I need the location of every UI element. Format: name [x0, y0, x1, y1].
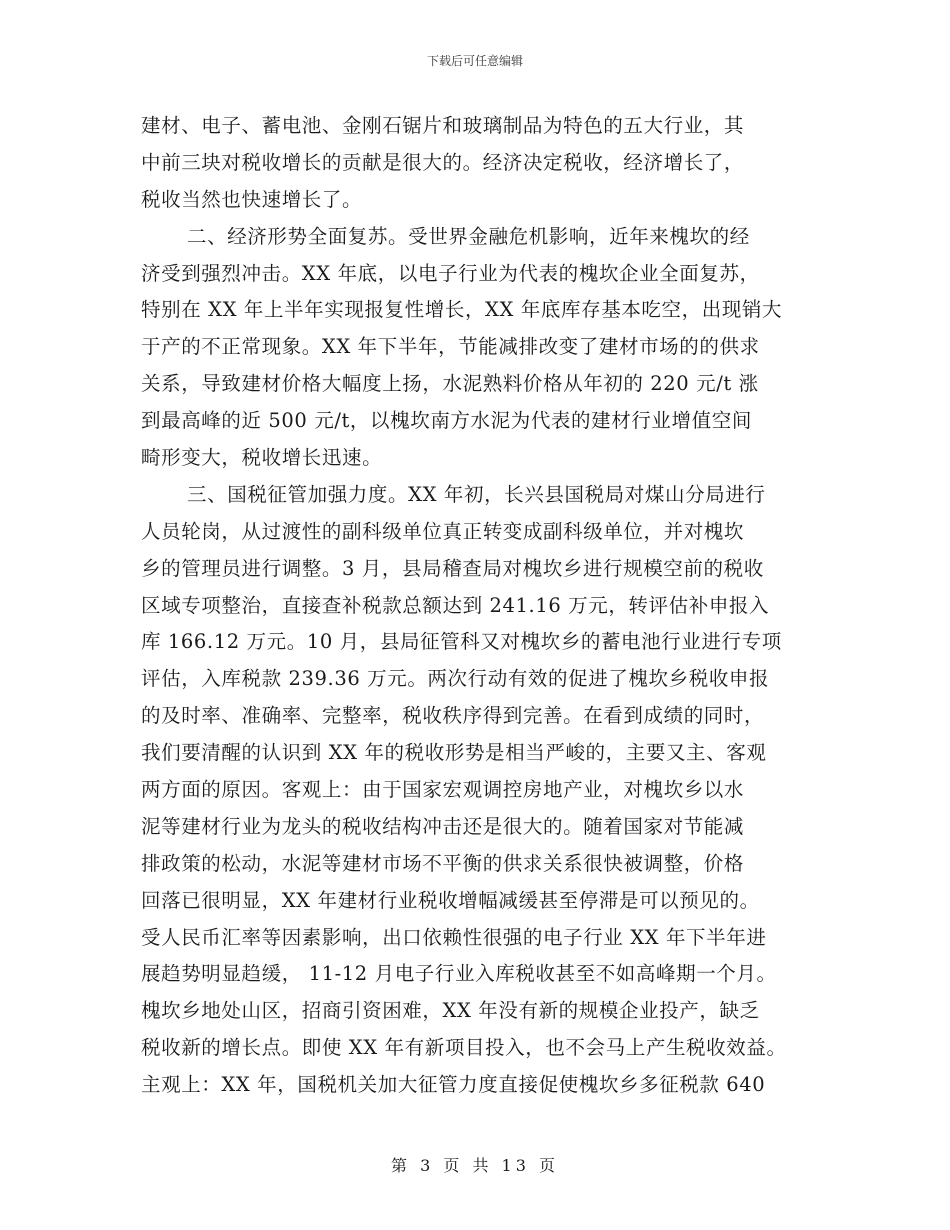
- text-line: 排政策的松动，水泥等建材市场不平衡的供求关系很快被调整，价格: [141, 851, 745, 875]
- text-line: 人员轮岗，从过渡性的副科级单位真正转变成副科级单位，并对槐坎: [141, 519, 745, 543]
- text-line: 区域专项整治，直接查补税款总额达到 241.16 万元，转评估补申报入: [141, 593, 770, 617]
- text-line: 税收当然也快速增长了。: [141, 187, 363, 211]
- text-line: 槐坎乡地处山区，招商引资困难，XX 年没有新的规模企业投产，缺乏: [141, 999, 760, 1023]
- text-line: 畸形变大，税收增长迅速。: [141, 446, 383, 470]
- text-line: 两方面的原因。客观上：由于国家宏观调控房地产业，对槐坎乡以水: [141, 778, 745, 802]
- text-line: 关系，导致建材价格大幅度上扬，水泥熟料价格从年初的 220 元/t 涨: [141, 372, 759, 396]
- paragraph: [141, 477, 821, 1104]
- text-line: 到最高峰的近 500 元/t，以槐坎南方水泥为代表的建材行业增值空间: [141, 409, 752, 433]
- text-line: 济受到强烈冲击。XX 年底，以电子行业为代表的槐坎企业全面复苏，: [141, 261, 760, 285]
- text-line: 中前三块对税收增长的贡献是很大的。经济决定税收，经济增长了，: [141, 150, 745, 174]
- text-line: 我们要清醒的认识到 XX 年的税收形势是相当严峻的，主要又主、客观: [141, 741, 767, 765]
- page-footer-number: 第 3 页 共 13 页: [391, 1156, 559, 1175]
- text-line: 特别在 XX 年上半年实现报复性增长，XX 年底库存基本吃空，出现销大: [141, 298, 783, 322]
- text-line: 展趋势明显趋缓， 11-12 月电子行业入库税收甚至不如高峰期一个月。: [141, 962, 777, 986]
- page-header-note: 下载后可任意编辑: [426, 54, 523, 68]
- text-line: 于产的不正常现象。XX 年下半年，节能减排改变了建材市场的的供求: [141, 335, 760, 359]
- text-line: 的及时率、准确率、完整率，税收秩序得到完善。在看到成绩的同时，: [141, 704, 765, 728]
- document-body: [141, 108, 821, 1104]
- text-line: 三、国税征管加强力度。XX 年初，长兴县国税局对煤山分局进行: [187, 482, 766, 506]
- text-line: 受人民币汇率等因素影响，出口依赖性很强的电子行业 XX 年下半年进: [141, 925, 767, 949]
- paragraph: [141, 219, 821, 477]
- text-line: 库 166.12 万元。10 月，县局征管科又对槐坎乡的蓄电池行业进行专项: [141, 630, 782, 654]
- text-line: 回落已很明显，XX 年建材行业税收增幅减缓甚至停滞是可以预见的。: [141, 888, 760, 912]
- text-line: 二、经济形势全面复苏。受世界金融危机影响，近年来槐坎的经: [187, 224, 750, 248]
- text-line: 建材、电子、蓄电池、金刚石锯片和玻璃制品为特色的五大行业，其: [141, 114, 745, 137]
- text-line: 乡的管理员进行调整。3 月，县局稽查局对槐坎乡进行规模空前的税收: [141, 556, 764, 580]
- paragraph: [141, 108, 821, 219]
- text-line: 税收新的增长点。即使 XX 年有新项目投入，也不会马上产生税收效益。: [141, 1036, 787, 1060]
- text-line: 泥等建材行业为龙头的税收结构冲击还是很大的。随着国家对节能减: [141, 814, 745, 838]
- text-line: 评估，入库税款 239.36 万元。两次行动有效的促进了槐坎乡税收申报: [141, 667, 770, 691]
- text-line: 主观上：XX 年，国税机关加大征管力度直接促使槐坎乡多征税款 640: [141, 1073, 766, 1097]
